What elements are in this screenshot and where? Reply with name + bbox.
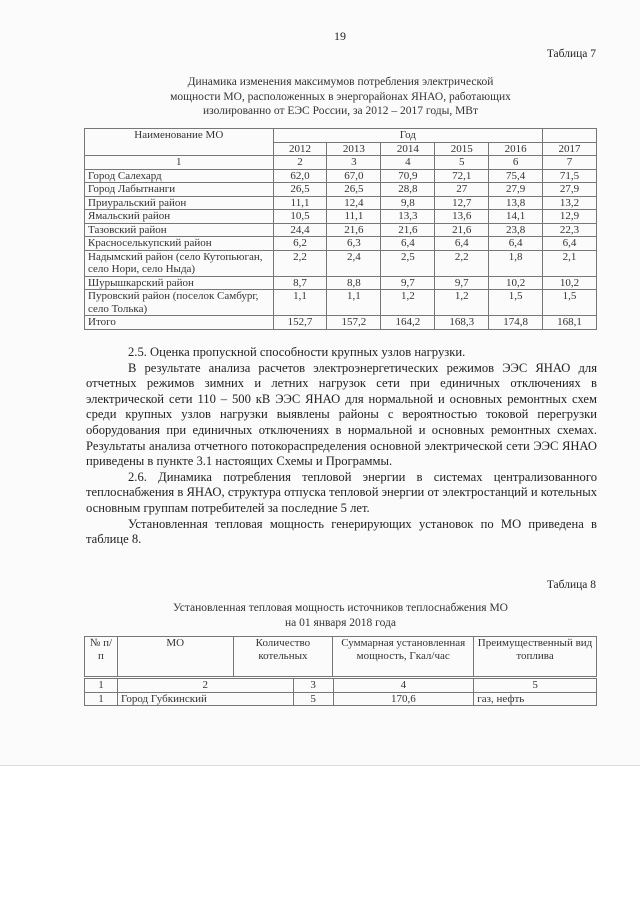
header-year-2015: 2015 (435, 142, 489, 156)
row-value: 13,2 (543, 196, 597, 210)
col-number: 2 (273, 156, 327, 170)
page-number: 19 (334, 29, 346, 43)
row-value: 1,2 (435, 290, 489, 316)
row-value: 1,8 (489, 250, 543, 276)
row-value: 11,1 (273, 196, 327, 210)
row-value: 70,9 (381, 169, 435, 183)
row-value: 13,8 (489, 196, 543, 210)
row-value: 6,4 (489, 237, 543, 251)
row-value: 8,7 (273, 276, 327, 290)
table-row (85, 316, 597, 330)
title-line: на 01 января 2018 года (285, 616, 396, 629)
row-value: 6,4 (381, 237, 435, 251)
row-value: 13,6 (435, 210, 489, 224)
row-name: Ямальский район (85, 210, 274, 224)
row-num: 1 (85, 692, 118, 706)
header-blank (543, 129, 597, 143)
table8-body (84, 678, 597, 706)
table-row (85, 169, 597, 183)
table-row (85, 250, 597, 276)
table-row (85, 692, 597, 706)
row-value: 10,5 (273, 210, 327, 224)
row-value: 174,8 (489, 316, 543, 330)
row-value: 2,4 (327, 250, 381, 276)
row-value: 2,2 (435, 250, 489, 276)
row-value: 27,9 (489, 183, 543, 197)
row-value: 10,2 (543, 276, 597, 290)
row-value: 13,3 (381, 210, 435, 224)
title-line: мощности МО, расположенных в энергорайонах ЯНАО, работающих (170, 90, 511, 103)
row-value: 72,1 (435, 169, 489, 183)
title-line: изолированно от ЕЭС России, за 2012 – 2017 годы, МВт (202, 105, 478, 117)
row-capacity: 170,6 (333, 692, 474, 706)
row-name: Итого (85, 316, 274, 330)
col-number: 3 (293, 679, 333, 693)
row-value: 9,7 (435, 276, 489, 290)
row-value: 67,0 (327, 169, 381, 183)
col-number: 3 (327, 156, 381, 170)
row-value: 1,2 (381, 290, 435, 316)
row-name: Тазовский район (85, 223, 274, 237)
row-value: 164,2 (381, 316, 435, 330)
row-value: 28,8 (381, 183, 435, 197)
header-year-2017: 2017 (543, 142, 597, 156)
table8-title (84, 601, 597, 630)
row-value: 12,4 (327, 196, 381, 210)
table7-title (84, 75, 597, 119)
row-value: 152,7 (273, 316, 327, 330)
col-number: 2 (117, 679, 293, 693)
col-number: 7 (543, 156, 597, 170)
row-value: 1,1 (327, 290, 381, 316)
paragraph: Установленная тепловая мощность генерирующих установок по МО приведена в таблице 8. (86, 516, 597, 547)
row-value: 2,5 (381, 250, 435, 276)
table-row (85, 196, 597, 210)
header-year: Год (273, 129, 542, 143)
row-value: 6,4 (543, 237, 597, 251)
header-count: Количество котельных (233, 637, 333, 677)
row-value: 168,1 (543, 316, 597, 330)
table8-header (84, 636, 597, 677)
row-value: 157,2 (327, 316, 381, 330)
row-name: Красноселькупский район (85, 237, 274, 251)
row-mo: Город Губкинский (117, 692, 293, 706)
col-number: 4 (333, 679, 474, 693)
row-value: 9,8 (381, 196, 435, 210)
col-number: 1 (85, 156, 274, 170)
table7 (84, 128, 597, 330)
paragraph: В результате анализа расчетов электроэнергетических режимов ЭЭС ЯНАО для отчетных режимов зимних и летних нагрузок сети при единичных отключениях в электрической сети 110 – 500 кВ ЭЭС ЯНАО для нормальной и основных ремонтных схем среди крупных узлов нагрузки выявлены районы с вероятностью токовой перегрузки оборудования при единичных отключениях в нормальной и основных ремонтных схемах. Результаты анализа отчетного потокораспределения основной электрической сети ЭЭС ЯНАО приведены в пункте 3.1 настоящих Схемы и Программы. (86, 360, 597, 469)
table-row (85, 276, 597, 290)
row-fuel: газ, нефть (474, 692, 597, 706)
row-value: 21,6 (435, 223, 489, 237)
row-value: 27 (435, 183, 489, 197)
row-name: Город Лабытнанги (85, 183, 274, 197)
section-2-6-heading: 2.6. Динамика потребления тепловой энергии в системах централизованного теплоснабжения в ЯНАО, структура отпуска тепловой энергии от электростанций и котельных основным группам потребителей за последние 5 лет. (86, 469, 597, 515)
row-value: 9,7 (381, 276, 435, 290)
row-value: 21,6 (381, 223, 435, 237)
row-name: Пуровский район (поселок Самбург, село Толька) (85, 290, 274, 316)
table-row (85, 237, 597, 251)
row-value: 6,4 (435, 237, 489, 251)
header-year-2016: 2016 (489, 142, 543, 156)
row-value: 10,2 (489, 276, 543, 290)
header-year-2013: 2013 (327, 142, 381, 156)
row-value: 12,7 (435, 196, 489, 210)
table7-label: Таблица 7 (546, 48, 596, 60)
col-number: 1 (85, 679, 118, 693)
col-number: 4 (381, 156, 435, 170)
table-row (85, 290, 597, 316)
col-number: 6 (489, 156, 543, 170)
header-mo: МО (117, 637, 233, 677)
row-value: 26,5 (327, 183, 381, 197)
row-name: Шурышкарский район (85, 276, 274, 290)
section-2-5-heading: 2.5. Оценка пропускной способности крупных узлов нагрузки. (128, 345, 466, 359)
row-name: Надымский район (село Кутопьюган, село Нори, село Ныда) (85, 250, 274, 276)
body-text (86, 345, 597, 548)
header-num: № п/п (85, 637, 118, 677)
row-value: 24,4 (273, 223, 327, 237)
row-value: 22,3 (543, 223, 597, 237)
header-name: Наименование МО (85, 129, 274, 156)
header-year-2012: 2012 (273, 142, 327, 156)
col-number: 5 (435, 156, 489, 170)
header-fuel: Преимущественный вид топлива (474, 637, 597, 677)
row-value: 1,5 (489, 290, 543, 316)
row-value: 26,5 (273, 183, 327, 197)
row-count: 5 (293, 692, 333, 706)
row-value: 75,4 (489, 169, 543, 183)
row-value: 14,1 (489, 210, 543, 224)
table-row (85, 210, 597, 224)
row-value: 27,9 (543, 183, 597, 197)
row-value: 8,8 (327, 276, 381, 290)
row-value: 6,2 (273, 237, 327, 251)
table8-label: Таблица 8 (546, 579, 596, 591)
row-value: 1,5 (543, 290, 597, 316)
row-value: 12,9 (543, 210, 597, 224)
title-line: Динамика изменения максимумов потребления электрической (187, 76, 494, 88)
table-row (85, 223, 597, 237)
header-year-2014: 2014 (381, 142, 435, 156)
row-value: 11,1 (327, 210, 381, 224)
row-value: 71,5 (543, 169, 597, 183)
table-row (85, 183, 597, 197)
row-value: 2,2 (273, 250, 327, 276)
row-name: Город Салехард (85, 169, 274, 183)
row-value: 62,0 (273, 169, 327, 183)
row-value: 21,6 (327, 223, 381, 237)
title-line: Установленная тепловая мощность источников теплоснабжения МО (172, 602, 508, 614)
row-value: 23,8 (489, 223, 543, 237)
row-name: Приуральский район (85, 196, 274, 210)
header-capacity: Суммарная установленная мощность, Гкал/час (333, 637, 474, 677)
row-value: 168,3 (435, 316, 489, 330)
col-number: 5 (474, 679, 597, 693)
row-value: 1,1 (273, 290, 327, 316)
row-value: 6,3 (327, 237, 381, 251)
row-value: 2,1 (543, 250, 597, 276)
